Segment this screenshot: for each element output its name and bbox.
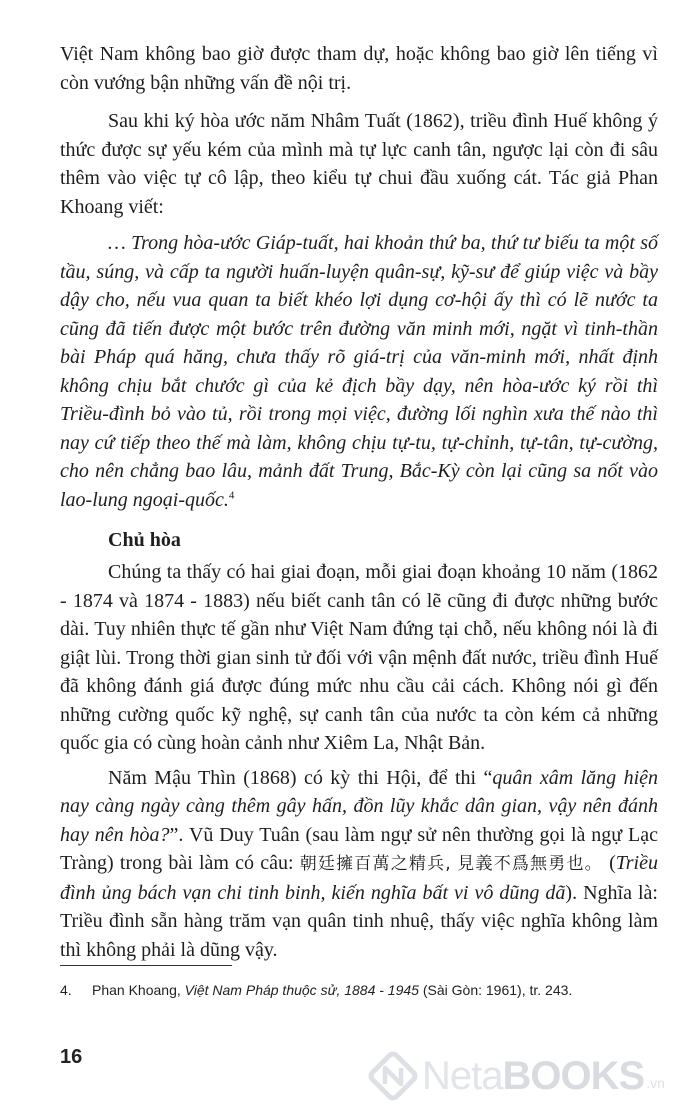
block-quote — [60, 229, 658, 514]
paragraph-4 — [60, 764, 658, 965]
footnote-ref[interactable]: 4 — [228, 488, 235, 501]
paragraph-1: Việt Nam không bao giờ được tham dự, hoặc không bao giờ lên tiếng vì còn vướng bận những vấn đề nội trị. — [60, 43, 658, 94]
page-body — [60, 40, 658, 964]
watermark-suffix: .vn — [646, 1075, 665, 1091]
p4-exam-question: quân xâm lăng hiện nay càng ngày càng thêm gây hấn, đồn lũy khắc dân gian, vậy nên đánh hay nên hòa? — [60, 766, 658, 846]
p4-text-a: Năm Mậu Thìn (1868) có kỳ thi Hội, để thi “ — [108, 766, 493, 789]
footnote — [60, 980, 572, 1000]
netabooks-logo-icon — [368, 1051, 418, 1101]
p4-text-g: ). Nghĩa là: Triều đình sẵn hàng trăm vạn quân tinh nhuệ, thấy việc nghĩa không làm thì không phải là dũng vậy. — [60, 881, 658, 961]
watermark-name-bold: BOOKS — [502, 1053, 645, 1098]
watermark-name-light: Neta — [422, 1053, 503, 1098]
watermark-text — [422, 1054, 644, 1099]
paragraph-2: Sau khi ký hòa ước năm Nhâm Tuất (1862), triều đình Huế không ý thức được sự yếu kém của mình mà tự lực canh tân, ngược lại còn đi sâu thêm vào việc tự cô lập, theo kiểu tự chui đầu xuống cát. Tác giả Phan Khoang viết: — [60, 110, 658, 218]
footnote-author: Phan Khoang, — [92, 982, 185, 998]
footnote-divider — [60, 965, 232, 966]
p4-text-c: ”. Vũ Duy Tuân (sau làm ngự sử nên thường gọi là ngự Lạc Tràng) trong bài làm có câu: — [60, 823, 658, 874]
quote-text: … Trong hòa-ước Giáp-tuất, hai khoản thứ ba, thứ tư biếu ta một số tầu, súng, và cấp ta người huấn-luyện quân-sự, kỹ-sư để giúp việc và bầy dậy cho, nếu vua quan ta biết khéo lợi dụng cơ-hội ấy thì có lẽ nước ta cũng đã tiến được một bước trên đường văn minh mới, ngặt vì tinh-thần bài Pháp quá hăng, chưa thấy rõ giá-trị của văn-minh mới, nhất định không chịu bắt chước gì của kẻ địch bầy dạy, nên hòa-ước ký rồi thì Triều-đình bỏ vào tủ, rồi trong mọi việc, đường lối nghìn xưa thế nào thì nay cứ tiếp theo thế mà làm, không chịu tự-tu, tự-chỉnh, tự-tân, tự-cường, cho nên chẳng bao lâu, mảnh đất Trung, Bắc-Kỳ còn lại cũng sa nốt vào lao-lung ngoại-quốc. — [60, 232, 658, 511]
footnote-title: Việt Nam Pháp thuộc sử, 1884 - 1945 — [184, 982, 419, 998]
paragraph-3: Chúng ta thấy có hai giai đoạn, mỗi giai đoạn khoảng 10 năm (1862 - 1874 và 1874 - 1883) nếu biết canh tân có lẽ cũng đi được những bước dài. Tuy nhiên thực tế gần như Việt Nam đứng tại chỗ, nếu không nói là đi giật lùi. Trong thời gian sinh tử đối với vận mệnh đất nước, triều đình Huế đã không đánh giá được đúng mức nhu cầu cải cách. Không nói gì đến những cường quốc kỹ nghệ, sự canh tân của nước ta còn kém cả những quốc gia có cùng hoàn cảnh như Xiêm La, Nhật Bản. — [60, 561, 658, 754]
footnote-number: 4. — [60, 982, 72, 998]
section-heading: Chủ hòa — [108, 529, 181, 551]
p4-han-quote: 朝廷擁百萬之精兵, 見義不爲無勇也。 — [299, 854, 603, 874]
p4-text-e: ( — [602, 852, 616, 874]
p4-transliteration: Triều đình ủng bách vạn chi tinh binh, kiến nghĩa bất vi vô dũng dã — [60, 852, 658, 904]
footnote-rest: (Sài Gòn: 1961), tr. 243. — [418, 982, 573, 998]
page-number: 16 — [60, 1046, 83, 1068]
watermark — [368, 1048, 688, 1104]
